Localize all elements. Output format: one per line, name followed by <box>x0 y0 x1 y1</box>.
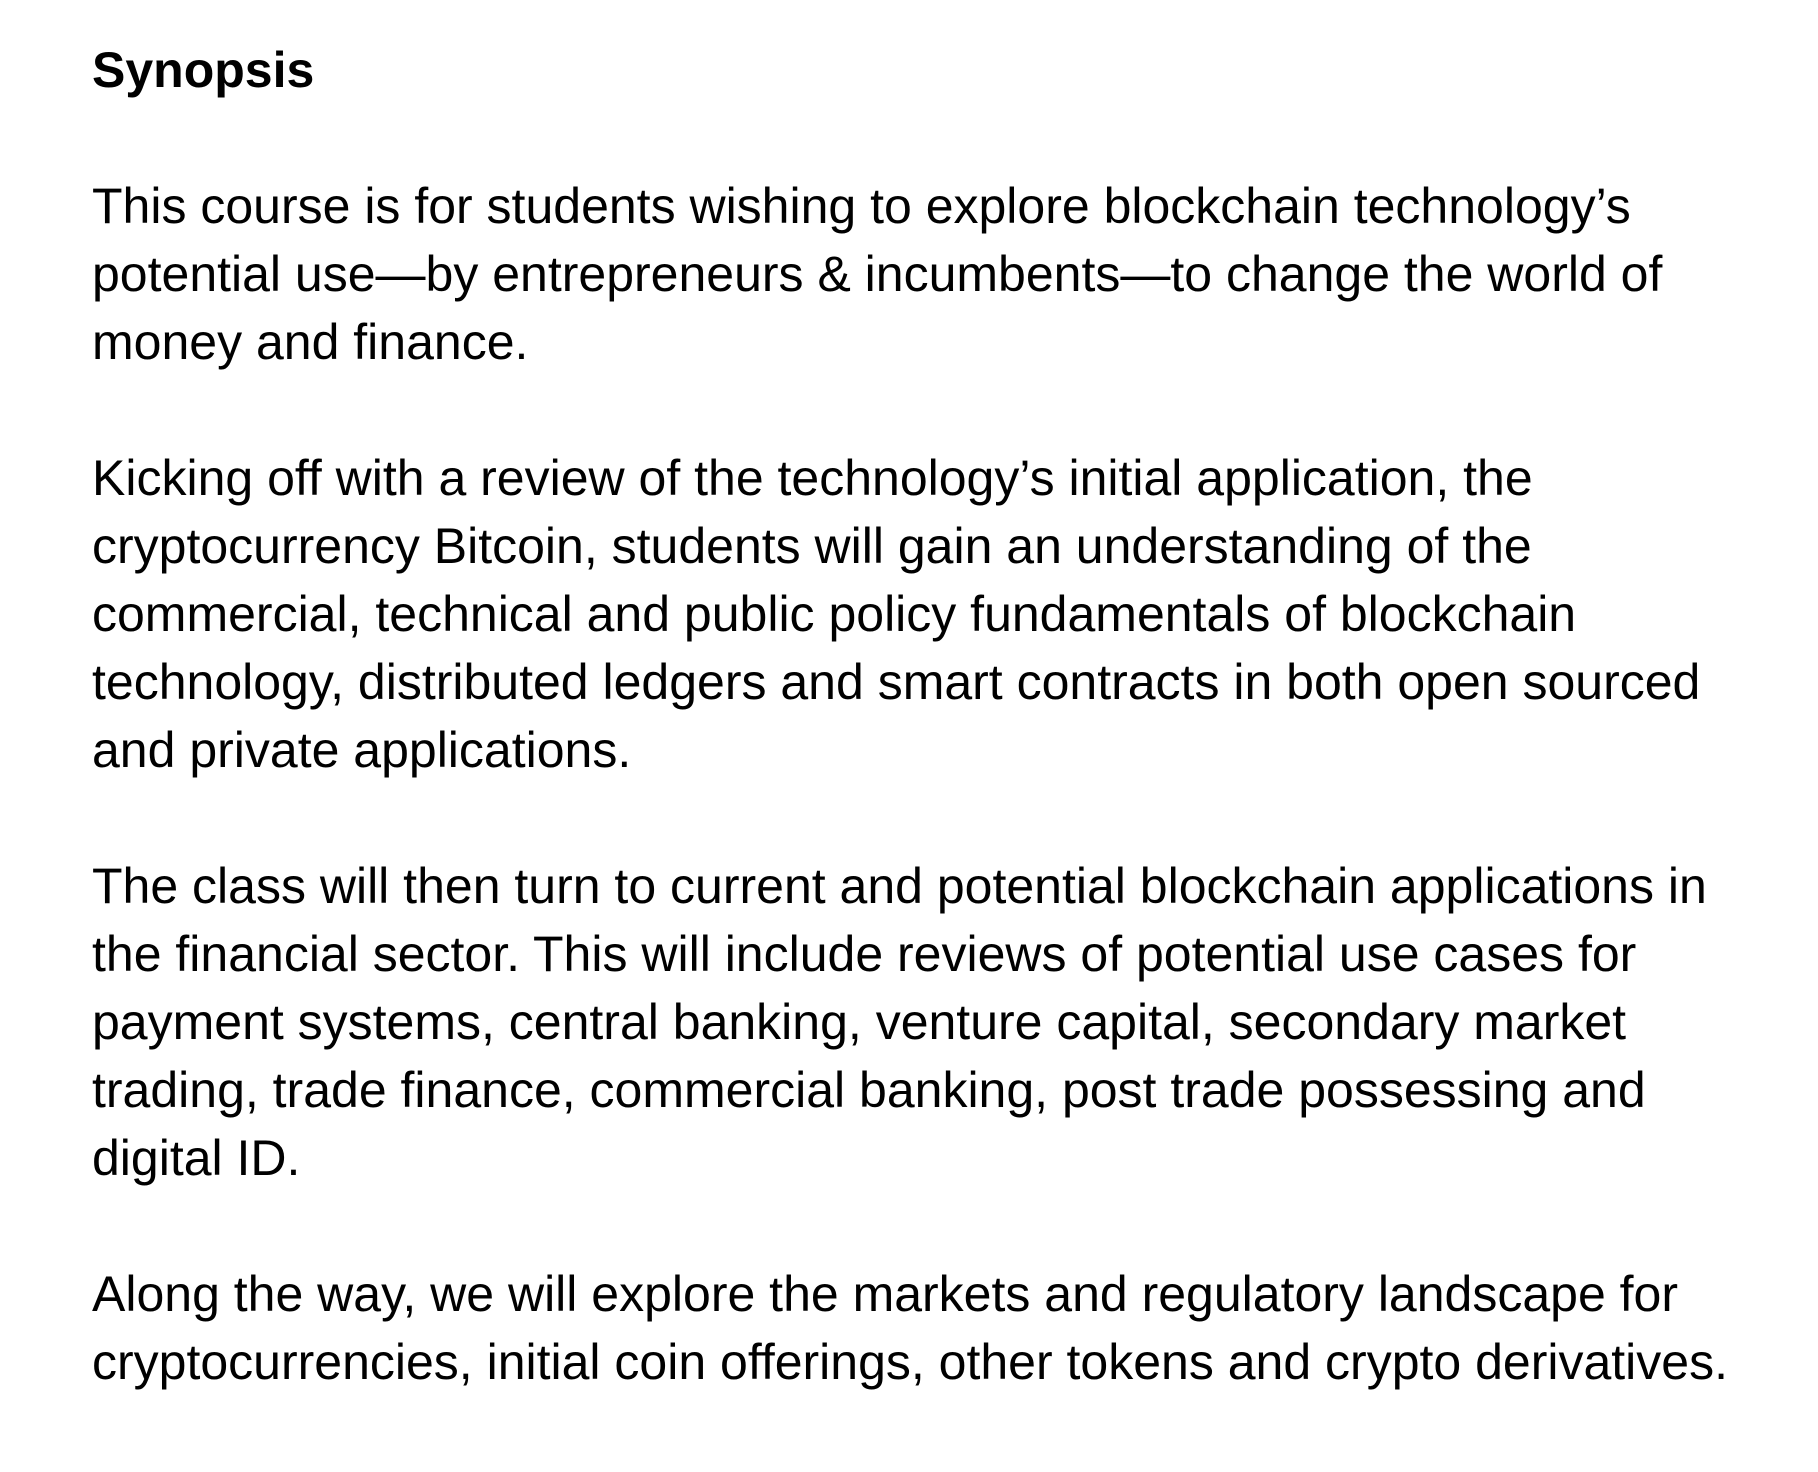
paragraph-line: money and finance. <box>92 314 529 370</box>
paragraph-line: cryptocurrency Bitcoin, students will gain an understanding of the <box>92 518 1532 574</box>
paragraph-line: commercial, technical and public policy fundamentals of blockchain <box>92 586 1577 642</box>
synopsis-heading: Synopsis <box>92 42 315 98</box>
paragraph-line: the financial sector. This will include reviews of potential use cases for <box>92 926 1637 982</box>
paragraph-line: digital ID. <box>92 1130 301 1186</box>
paragraph-line: trading, trade finance, commercial banking, post trade possessing and <box>92 1062 1646 1118</box>
paragraph-line: The class will then turn to current and potential blockchain applications in <box>92 858 1707 914</box>
paragraph-line: cryptocurrencies, initial coin offerings, other tokens and crypto derivatives. <box>92 1334 1728 1390</box>
synopsis-paragraph-2 <box>92 444 1812 784</box>
paragraph-line: and private applications. <box>92 722 632 778</box>
paragraph-line: potential use—by entrepreneurs & incumbents—to change the world of <box>92 246 1663 302</box>
paragraph-line: Kicking off with a review of the technology’s initial application, the <box>92 450 1533 506</box>
paragraph-line: Along the way, we will explore the markets and regulatory landscape for <box>92 1266 1679 1322</box>
paragraph-line: payment systems, central banking, venture capital, secondary market <box>92 994 1627 1050</box>
document-page <box>92 36 1812 1464</box>
synopsis-paragraph-3 <box>92 852 1812 1192</box>
paragraph-line: This course is for students wishing to explore blockchain technology’s <box>92 178 1631 234</box>
paragraph-line: technology, distributed ledgers and smart contracts in both open sourced <box>92 654 1701 710</box>
synopsis-paragraph-4 <box>92 1260 1812 1396</box>
synopsis-paragraph-1 <box>92 172 1812 376</box>
